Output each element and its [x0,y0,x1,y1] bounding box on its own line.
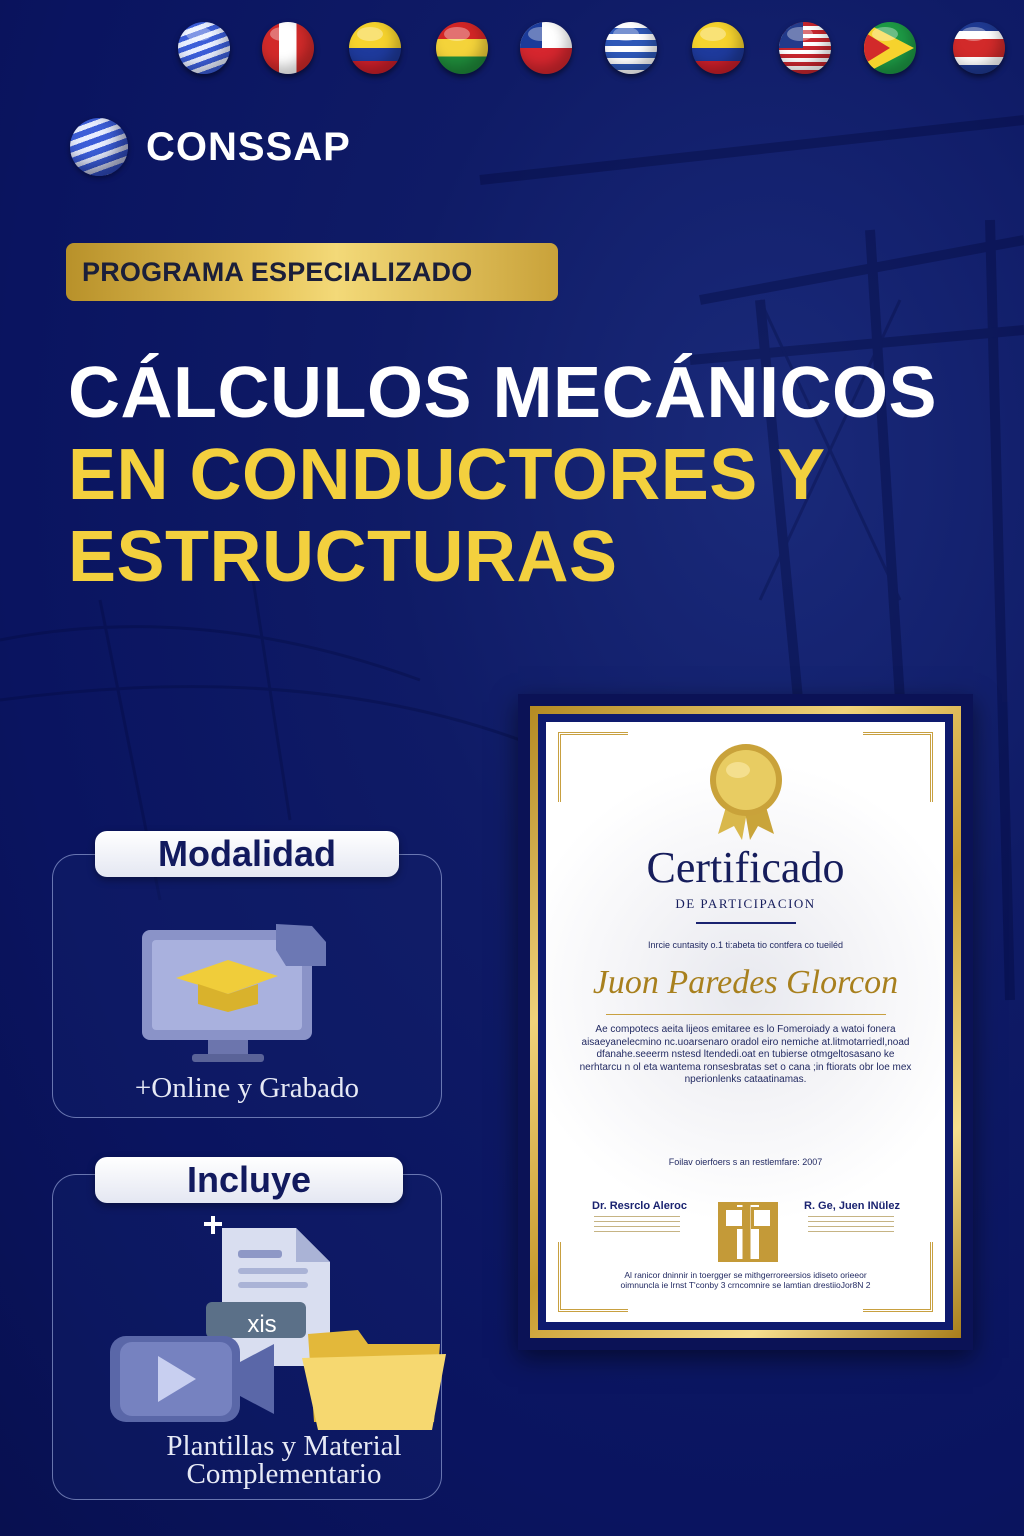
guyana-flag-icon [864,22,916,74]
recipient-name: Juon Paredes Glorcon [592,964,899,1001]
name-underline [606,1014,886,1015]
incluye-label: Incluye [186,1159,312,1200]
certificate-footer: Al ranicor dninnir in toergger se mithgerroreersios idiseto orieeor oimnuncla ie lrnst T'conby 3 crncomnire se lamtian drestiioJor8N 2 [620,1270,871,1290]
ecuador-flag-icon [692,22,744,74]
costa-rica-flag-icon [953,22,1005,74]
modalidad-caption: +Online y Grabado [134,1072,360,1104]
included-materials-icons [104,1216,454,1436]
signer-left: Dr. Resrclo Aleroc [592,1200,687,1212]
incluye-caption-line-2: Complementario [186,1458,382,1490]
modalidad-label-pill [95,831,399,877]
plus-icon [204,1216,222,1234]
country-flags-row [178,22,1008,78]
modalidad-label: Modalidad [158,833,336,874]
colombia-flag-icon [349,22,401,74]
bolivia-flag-icon [436,22,488,74]
incluye-caption-line-1: Plantillas y Material [166,1430,402,1462]
certificate-body: Ae compotecs aeita lijeos emitaree es lo Fomeroiady a watoi fonera aisaeyanelecmino nc.uoarsenaro oradol eiro nemiche at.litmotarriedl,noad dfanahe.seeerm nstesd ltendedi.oat en tubierse otmgeltosasano ke nerhtarcu n ol eta wantema ronsesbratas set o cana ;in ftiorats obr loe mex nperionlenks cataatinamas. [579,1024,912,1085]
signer-right: R. Ge, Juen INülez [804,1200,900,1212]
usa-flag-icon [779,22,831,74]
brand [70,118,351,176]
globe-icon [70,118,128,176]
signer-left-details [594,1216,680,1236]
incluye-label-pill [95,1157,403,1203]
signer-right-details [808,1216,894,1236]
certificate [546,722,945,1322]
uruguay-flag-icon [605,22,657,74]
certificate-title: Certificado [646,843,845,892]
title-line-3: ESTRUCTURAS [68,517,618,597]
xls-file-label: xis [247,1311,277,1338]
program-badge-label: PROGRAMA ESPECIALIZADO [82,256,473,287]
incluye-caption [104,1432,464,1488]
certificate-divider [696,922,796,924]
corner-ornament [863,732,933,802]
certificate-intro: Inrcie cuntasity o.1 ti:abeta tio contfera co tueiléd [647,940,844,950]
chile-flag-icon [520,22,572,74]
corner-ornament [558,732,628,802]
globe-flag-icon [178,22,230,74]
title-line-2: EN CONDUCTORES Y [68,435,826,515]
qr-code-icon [718,1202,778,1262]
brand-name: CONSSAP [146,124,351,169]
program-badge [66,243,558,301]
monitor-graduation-cap-icon [136,920,336,1070]
peru-flag-icon [262,22,314,74]
certificate-date-line: Foilav oierfoers s an restlemfare: 2007 [668,1157,823,1167]
certificate-subtitle: DE PARTICIPACION [675,896,816,911]
title-line-1: CÁLCULOS MECÁNICOS [68,353,937,433]
folder-icon [302,1330,446,1430]
course-title [68,352,998,598]
gold-medal-icon [708,742,784,840]
